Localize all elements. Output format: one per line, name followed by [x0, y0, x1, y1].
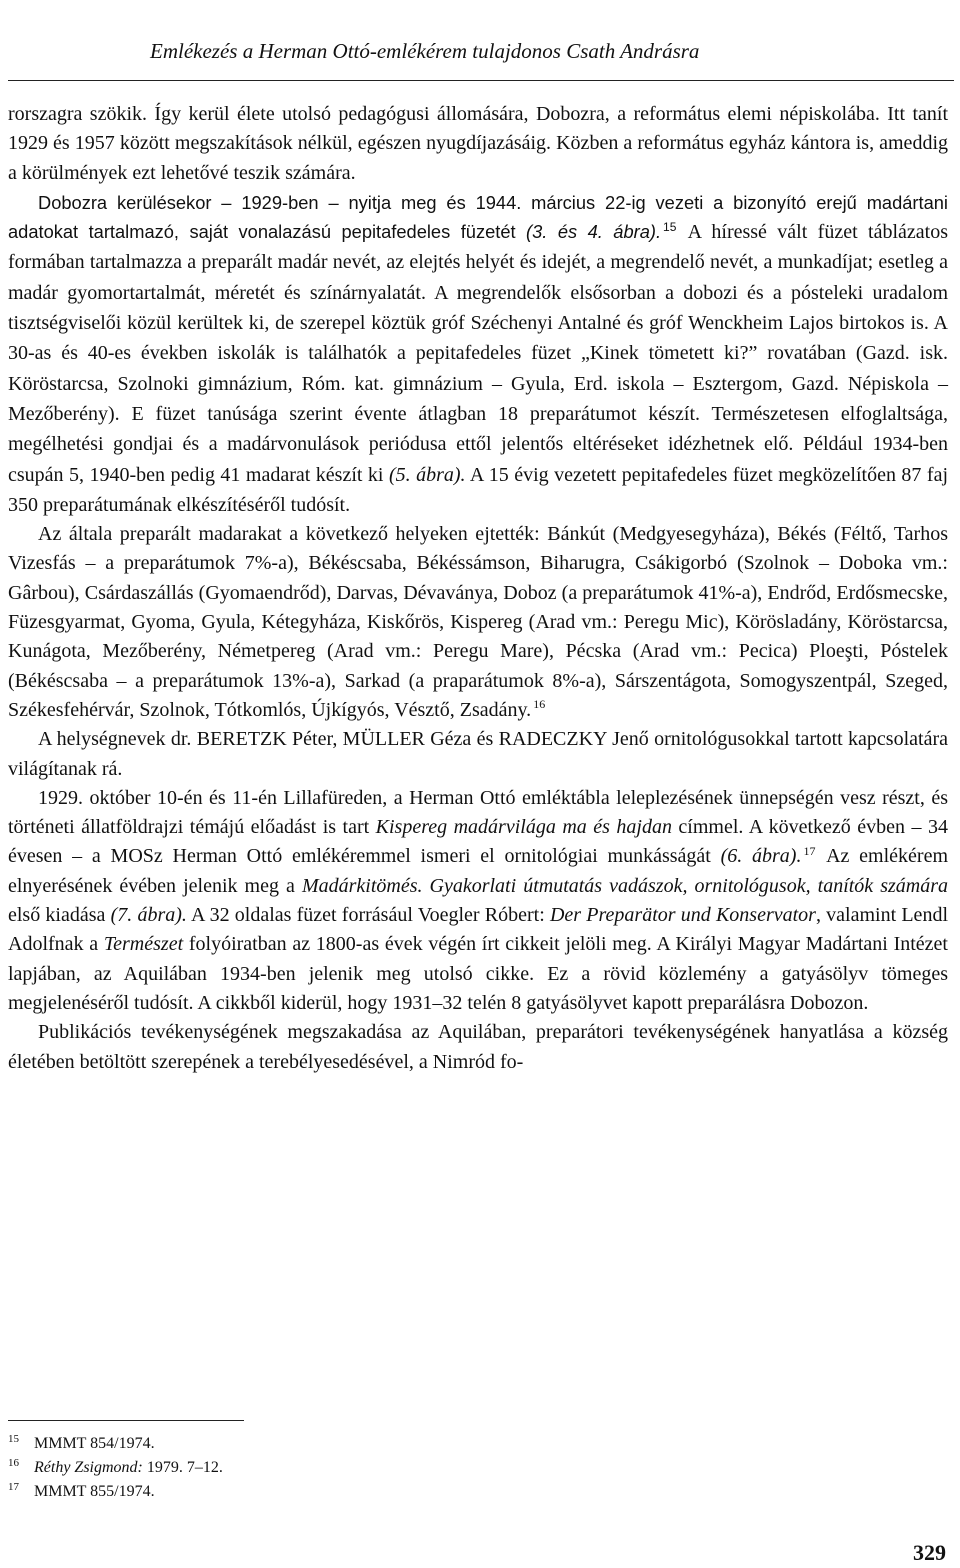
- footnote-text: 1979. 7–12.: [142, 1459, 223, 1476]
- footnotes: [8, 1432, 508, 1504]
- paragraph-3: [8, 520, 948, 725]
- footnote-rule: [8, 1420, 244, 1421]
- paragraph-5-text-g: folyóiratban az 1800-as évek végén írt cikkeit jelöli meg. A Királyi Magyar Madártani Intézet lapjában, az Aquilában 1934-ben jelenik meg utolsó cikke. Ez a rövid közlemény a gatyásölyv tömeges megjelenéséről tudósít. A cikkből kiderül, hogy 1931–32 telén 8 gatyásölyvet kapott preparálásra Dobozon.: [8, 933, 948, 1014]
- book-title: Madárkitömés. Gyakorlati útmutatás vadászok, ornitológusok, tanítók számára: [301, 874, 949, 897]
- body-text: [8, 100, 948, 1077]
- figure-ref-7: (7. ábra).: [110, 904, 187, 927]
- paragraph-5-text-b: címmel. A következő évben – 34 évesen – a MOSz Herman Ottó emlékéremmel ismeri el ornitológiai munkásságát: [8, 816, 948, 868]
- paragraph-5-text-a: 1929. október 10-én és 11-én Lillafüreden, a Herman Ottó emléktábla leleplezésének ünnepségén vesz részt, és történeti állatföldrajzi témájú előadást is tart: [8, 786, 948, 839]
- footnote-number: 15: [8, 1433, 19, 1445]
- footnote-marker-17: 17: [803, 843, 816, 858]
- paragraph-1: rorszagra szökik. Így kerül élete utolsó pedagógusi állomására, Dobozra, a református elemi népiskolába. Itt tanít 1929 és 1957 között megszakítások nélkül, egészen nyugdíjazásáig. Közben a református egyház kántora is, ameddig a körülmények ezt lehetővé teszik számára.: [8, 103, 948, 184]
- paragraph-5-text-f: , valamint Lendl Adolfnak a: [8, 904, 948, 956]
- paragraph-2-text-c: A 15 évig vezetett pepitafedeles füzet megközelítően 87 faj 350 preparátumának elkészítéséről tudósít.: [8, 463, 948, 516]
- paragraph-5-text-e: A 32 oldalas füzet forrásául Voegler Róbert:: [186, 904, 550, 927]
- paragraph-2-text-b: [8, 221, 948, 516]
- figure-ref-5: (5. ábra).: [388, 463, 466, 486]
- footnote-text: MMMT 855/1974.: [34, 1483, 155, 1500]
- header-rule: [8, 80, 954, 81]
- running-header: Emlékezés a Herman Ottó-emlékérem tulajdonos Csath Andrásra: [150, 39, 700, 63]
- paragraph-2-text-a: Dobozra kerülésekor – 1929-ben – nyitja meg és 1944. március 22-ig vezeti a bizonyító erejű madártani adatokat tartalmazó, saját vonalazású pepitafedeles füzetét: [8, 191, 948, 243]
- paragraph-3-text: Az általa preparált madarakat a következő helyeken ejtették: Bánkút (Medgyesegyháza), Békés (Féltő, Tarhos Vizesfás – a preparátumok 7%-a), Békéscsaba, Békéssámson, Biharugra, Csákigorbó (Szolnok – Doboka vm.: Gârbou), Csárdaszállás (Gyomaendrőd), Darvas, Dévaványa, Doboz (a preparátumok 41%-a), Endrőd, Erdősmecske, Füzesgyarmat, Gyoma, Gyula, Kétegyháza, Kiskőrös, Kispereg (Arad vm.: Peregu Mic), Körösladány, Köröstarcsa, Kunágota, Mezőberény, Németpereg (Arad vm.: Peregu Mare), Pécska (Arad vm.: Pecica) Ploeşti, Póstelek (Békéscsaba – a preparátumok 13%-a), Sarkad (a praparátumok 8%-a), Sárszentágota, Somogyszentpál, Szeged, Székesfehérvár, Szolnok, Tótkomlós, Újkígyós, Vésztő, Zsadány.: [8, 523, 948, 721]
- footnote-text: MMMT 854/1974.: [34, 1435, 155, 1452]
- footnote-number: 17: [8, 1481, 19, 1493]
- footnote-16: [8, 1456, 508, 1480]
- footnote-author: Réthy Zsigmond:: [34, 1459, 143, 1476]
- paragraph-5-text-d: első kiadása: [8, 904, 111, 927]
- paragraph-6: Publikációs tevékenységének megszakadása az Aquilában, preparátori tevékenységének hanyatlása a község életében betöltött szerepének a terebélyesedésével, a Nimród fo-: [8, 1021, 948, 1073]
- footnote-17: [8, 1480, 508, 1504]
- paragraph-4: A helységnevek dr. BERETZK Péter, MÜLLER Géza és RADECZKY Jenő ornitológusokkal tartott kapcsolatára világítanak rá.: [8, 728, 948, 780]
- paragraph-2: [8, 188, 948, 520]
- footnote-marker-15: 15: [663, 220, 677, 235]
- page-number: 329: [913, 1540, 946, 1565]
- journal-title: Természet: [103, 933, 184, 956]
- source-book-title: Der Preparätor und Konservator: [549, 904, 816, 927]
- paragraph-5-text-c: Az emlékérem elnyerésének évében jelenik meg a: [8, 845, 949, 897]
- footnote-number: 16: [8, 1457, 19, 1469]
- paragraph-5: [8, 784, 948, 1018]
- footnote-marker-16: 16: [533, 697, 546, 712]
- paragraph-2-body: A híressé vált füzet táblázatos formában tartalmazza a preparált madár nevét, az elejtés helyét és idejét, a megrendelő nevét, a munkadíjat; esetleg a madár gyomortartalmát, méretét és színárnyalatát. A megrendelők elsősorban a dobozi és a pósteleki uradalom tisztségviselői közül kerültek ki, de szerepel köztük gróf Széchenyi Antalné és gróf Wenckheim Lajos birtokos is. A 30-as és 40-es években iskolák is találhatók a pepitafedeles füzet „Kinek tömetett ki?” rovatában (Gazd. isk. Köröstarcsa, Szolnoki gimnázium, Róm. kat. gimnázium – Gyula, Erd. iskola – Esztergom, Gazd. Népiskola – Mezőberény). E füzet tanúsága szerint évente átlagban 18 preparátumot készít. Természetesen elfoglaltsága, megélhetési gondjai és a madárvonulások periódusa ettől jelentős eltéréseket idézhetnek elő. Például 1934-ben csupán 5, 1940-ben pedig 41 madarat készít ki: [8, 221, 948, 486]
- figure-ref-3-4: (3. és 4. ábra).: [526, 221, 662, 243]
- figure-ref-6: (6. ábra).: [720, 845, 802, 868]
- footnote-15: [8, 1432, 508, 1456]
- lecture-title: Kispereg madárvilága ma és hajdan: [375, 816, 672, 839]
